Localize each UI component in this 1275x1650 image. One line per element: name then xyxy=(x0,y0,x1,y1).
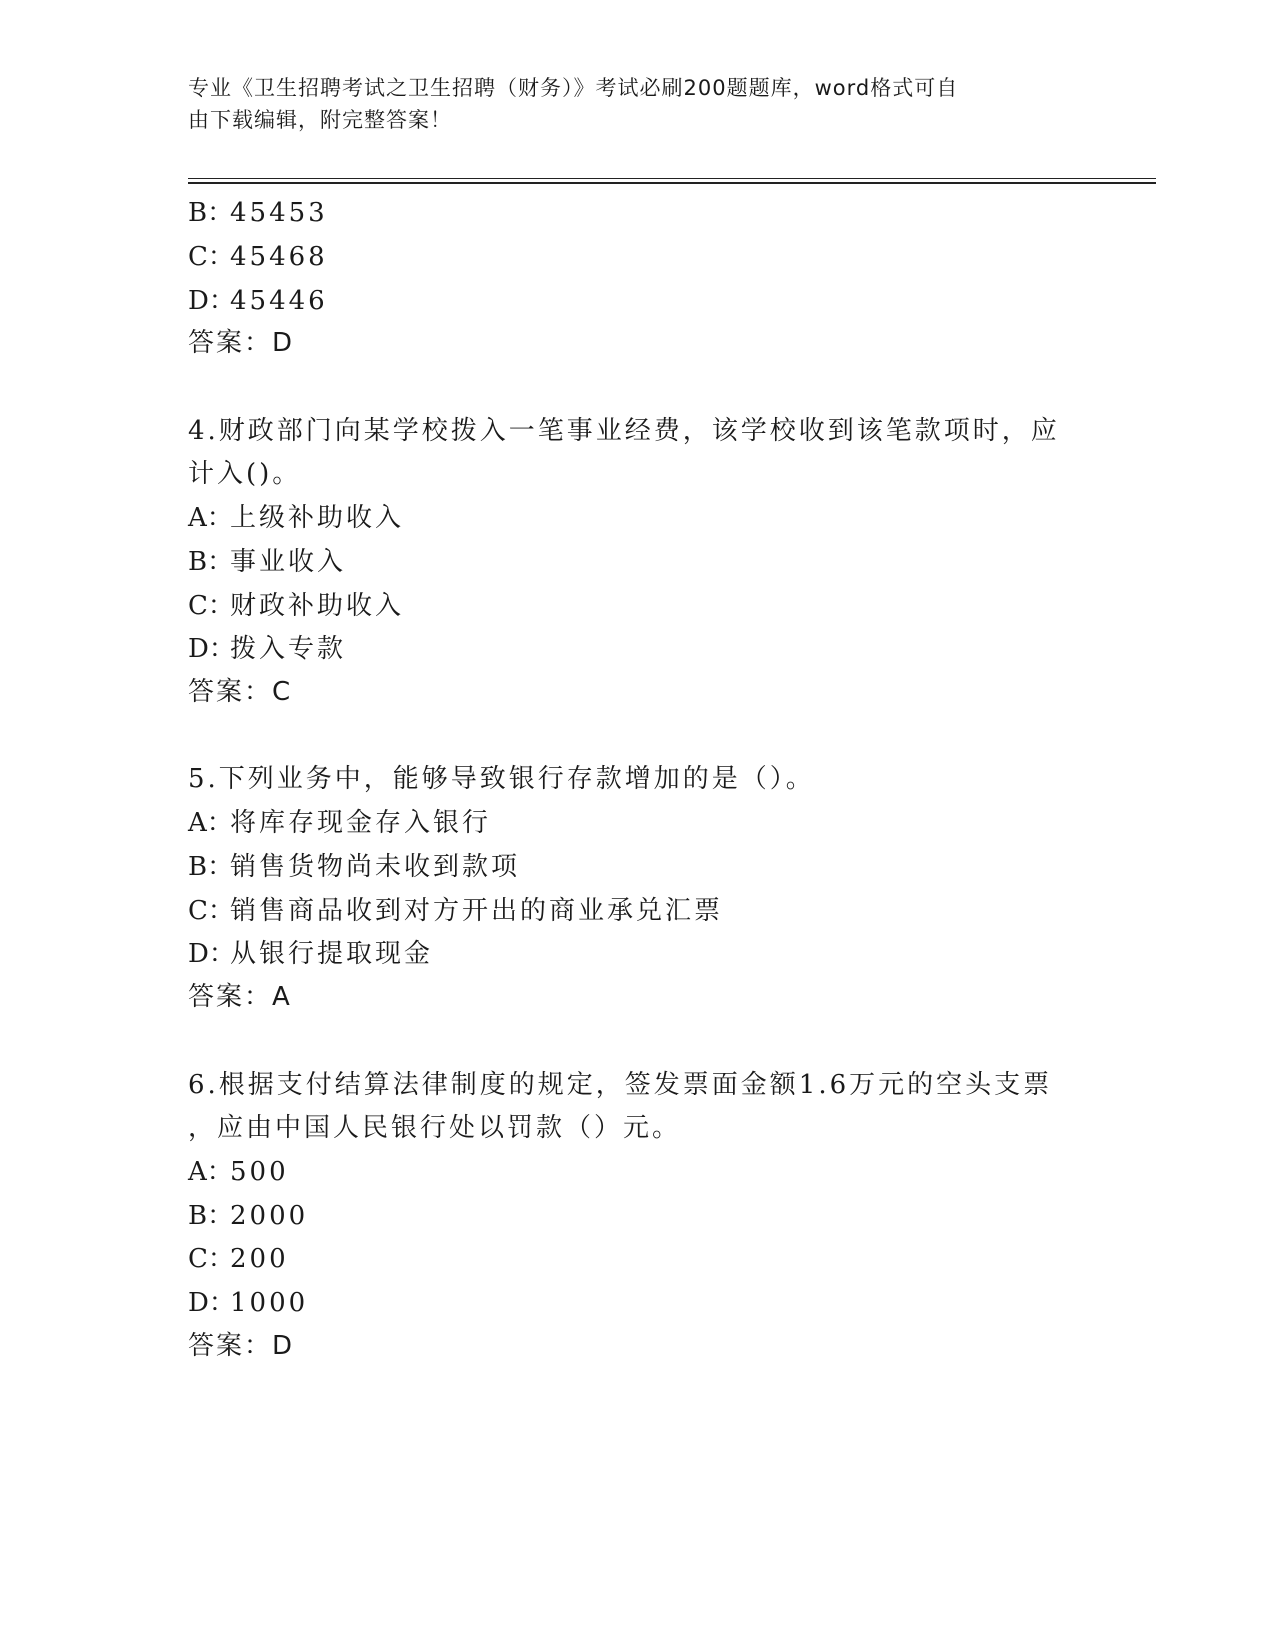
option-text: 销售货物尚未收到款项 xyxy=(230,852,521,882)
option-text: 2000 xyxy=(230,1201,309,1231)
option-text: 200 xyxy=(230,1244,289,1274)
option-key: D： xyxy=(188,1288,235,1318)
option-key: B： xyxy=(188,198,234,228)
option-key: C： xyxy=(188,1244,234,1274)
option-key: A： xyxy=(188,1157,233,1187)
option-text: 将库存现金存入银行 xyxy=(230,808,492,838)
q4-option-d xyxy=(188,628,346,665)
q6-option-c xyxy=(188,1238,289,1275)
q3-option-b xyxy=(188,192,328,229)
option-key: D： xyxy=(188,634,235,664)
q6-stem-line-2: ，应由中国人民银行处以罚款（）元。 xyxy=(188,1113,682,1143)
option-text: 45468 xyxy=(230,242,328,272)
q5-stem-line-1: 5.下列业务中，能够导致银行存款增加的是（）。 xyxy=(188,764,815,794)
q5-option-c xyxy=(188,890,723,927)
q6-option-b xyxy=(188,1195,308,1232)
option-key: B： xyxy=(188,852,234,882)
option-text: 500 xyxy=(230,1157,289,1187)
q3-option-c xyxy=(188,236,328,273)
q3-option-d xyxy=(188,280,328,317)
q3-answer: 答案：D xyxy=(188,328,295,358)
header-divider-thick xyxy=(188,182,1156,184)
q4-answer: 答案：C xyxy=(188,677,293,707)
q6-answer: 答案：D xyxy=(188,1331,295,1361)
q4-option-c xyxy=(188,585,404,622)
q6-stem-line-1: 6.根据支付结算法律制度的规定，签发票面金额1.6万元的空头支票 xyxy=(188,1070,1053,1100)
option-text: 拨入专款 xyxy=(230,634,347,664)
option-key: A： xyxy=(188,808,233,838)
option-key: C： xyxy=(188,896,234,926)
option-text: 上级补助收入 xyxy=(230,503,405,533)
q4-option-b xyxy=(188,541,346,578)
option-key: D： xyxy=(188,286,235,316)
q4-option-a xyxy=(188,497,404,534)
option-key: B： xyxy=(188,547,234,577)
q5-option-b xyxy=(188,846,520,883)
q4-stem-line-1: 4.财政部门向某学校拨入一笔事业经费，该学校收到该笔款项时，应 xyxy=(188,416,1060,446)
option-text: 从银行提取现金 xyxy=(230,939,434,969)
q5-option-d xyxy=(188,933,433,970)
option-text: 45446 xyxy=(230,286,328,316)
q4-stem-line-2: 计入()。 xyxy=(188,459,302,489)
option-key: A： xyxy=(188,503,233,533)
option-text: 事业收入 xyxy=(230,547,347,577)
option-key: B： xyxy=(188,1201,234,1231)
option-key: C： xyxy=(188,242,234,272)
option-key: C： xyxy=(188,591,234,621)
header-divider-thin xyxy=(188,178,1156,179)
header-line-1: 专业《卫生招聘考试之卫生招聘（财务）》考试必刷200题题库，word格式可自 xyxy=(188,76,959,100)
header-line-2: 由下载编辑，附完整答案！ xyxy=(188,108,452,132)
q5-answer: 答案：A xyxy=(188,982,292,1012)
option-text: 财政补助收入 xyxy=(230,591,405,621)
document-header xyxy=(188,72,1068,136)
option-text: 1000 xyxy=(230,1288,309,1318)
option-text: 45453 xyxy=(230,198,328,228)
option-text: 销售商品收到对方开出的商业承兑汇票 xyxy=(230,896,724,926)
q5-option-a xyxy=(188,802,491,839)
q6-option-d xyxy=(188,1282,308,1319)
option-key: D： xyxy=(188,939,235,969)
q6-option-a xyxy=(188,1151,289,1188)
